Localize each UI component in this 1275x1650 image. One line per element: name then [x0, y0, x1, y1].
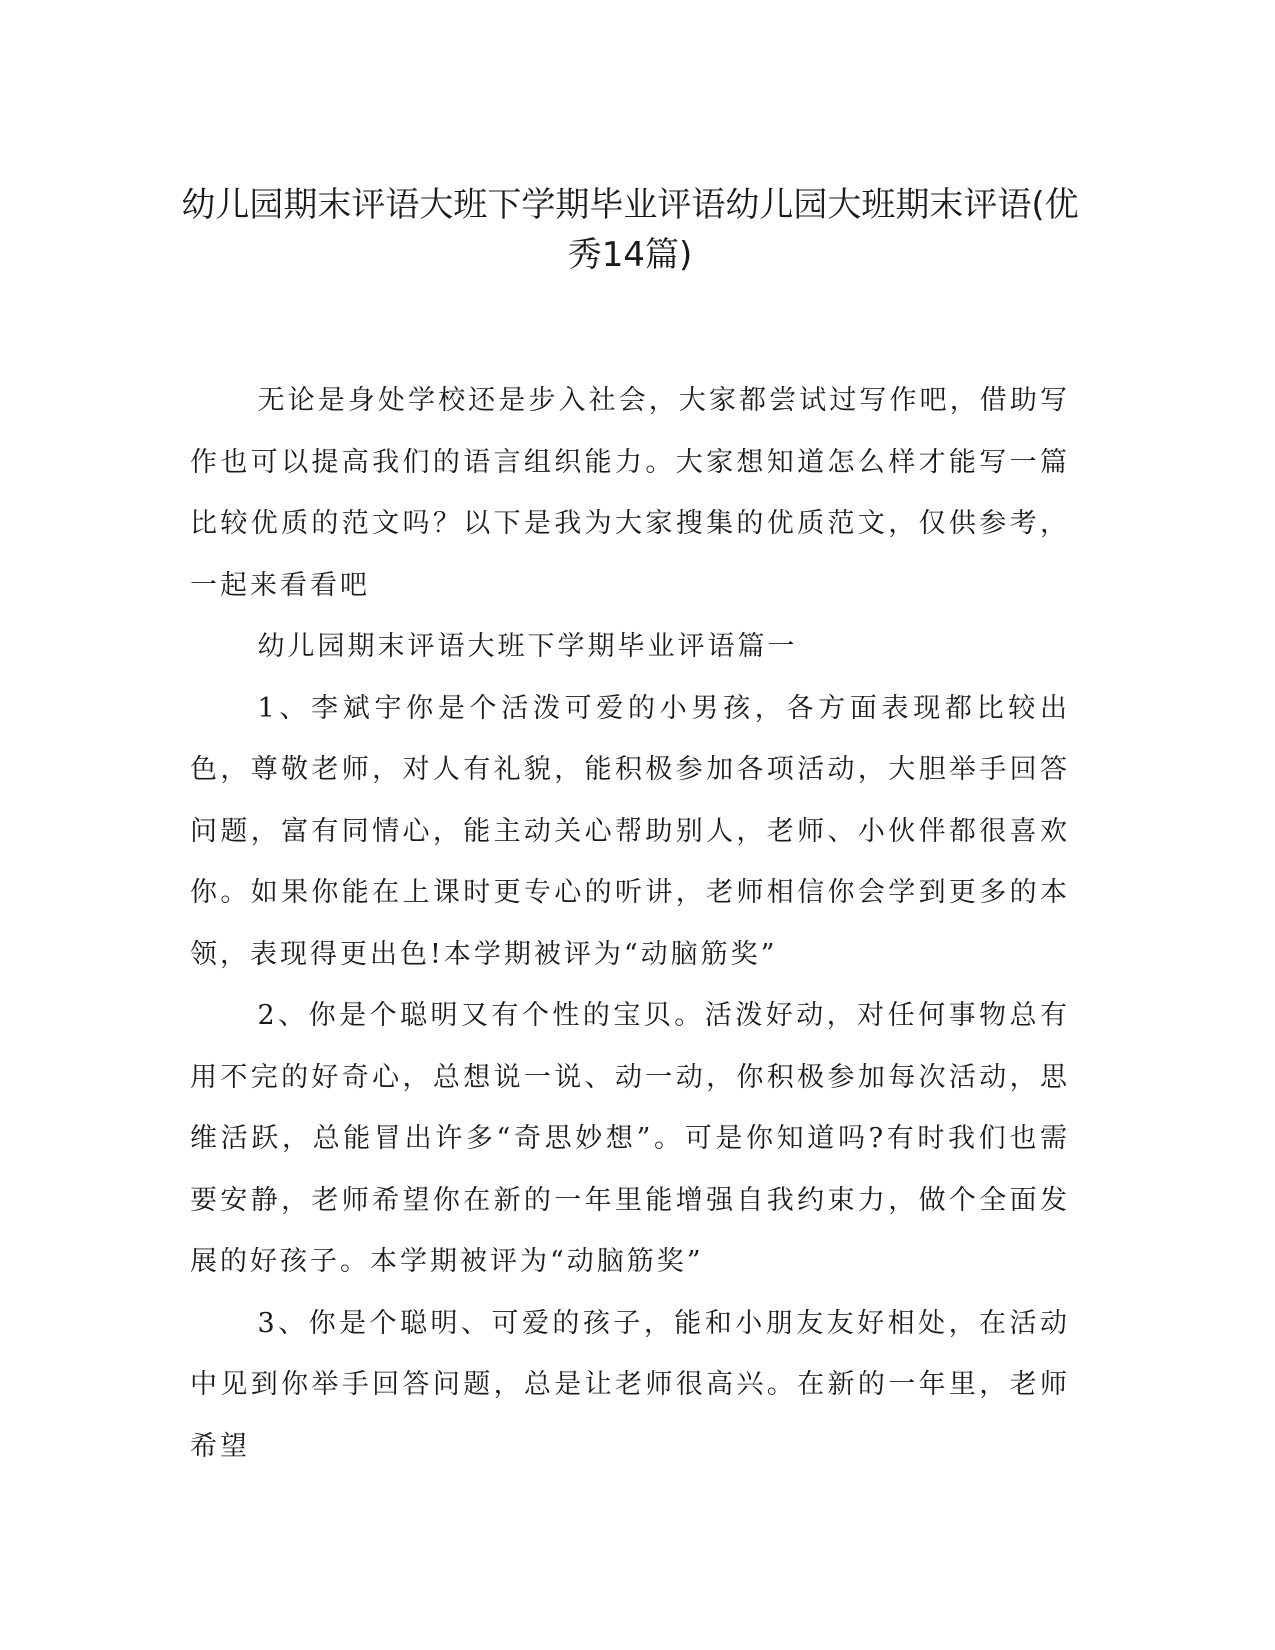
document-title: 幼儿园期末评语大班下学期毕业评语幼儿园大班期末评语(优秀14篇) [181, 185, 1079, 275]
comment-paragraph-2: 2、你是个聪明又有个性的宝贝。活泼好动，对任何事物总有用不完的好奇心，总想说一说、动一动，你积极参加每次活动，思维活跃，总能冒出许多“奇思妙想”。可是你知道吗?有时我们也需要安静，老师希望你在新的一年里能增强自我约束力，做个全面发展的好孩子。本学期被评为“动脑筋奖” [190, 1000, 1070, 1277]
comment-paragraph-3: 3、你是个聪明、可爱的孩子，能和小朋友友好相处，在活动中见到你举手回答问题，总是让老师很高兴。在新的一年里，老师希望 [190, 1307, 1070, 1462]
section-heading: 幼儿园期末评语大班下学期毕业评语篇一 [257, 631, 798, 662]
intro-paragraph: 无论是身处学校还是步入社会，大家都尝试过写作吧，借助写作也可以提高我们的语言组织能力。大家想知道怎么样才能写一篇比较优质的范文吗？以下是我为大家搜集的优质范文，仅供参考，一起来看看吧 [190, 385, 1070, 601]
comment-paragraph-1: 1、李斌宇你是个活泼可爱的小男孩，各方面表现都比较出色，尊敬老师，对人有礼貌，能积极参加各项活动，大胆举手回答问题，富有同情心，能主动关心帮助别人，老师、小伙伴都很喜欢你。如果你能在上课时更专心的听讲，老师相信你会学到更多的本领，表现得更出色!本学期被评为“动脑筋奖” [190, 692, 1070, 970]
document-body [190, 370, 1070, 1477]
